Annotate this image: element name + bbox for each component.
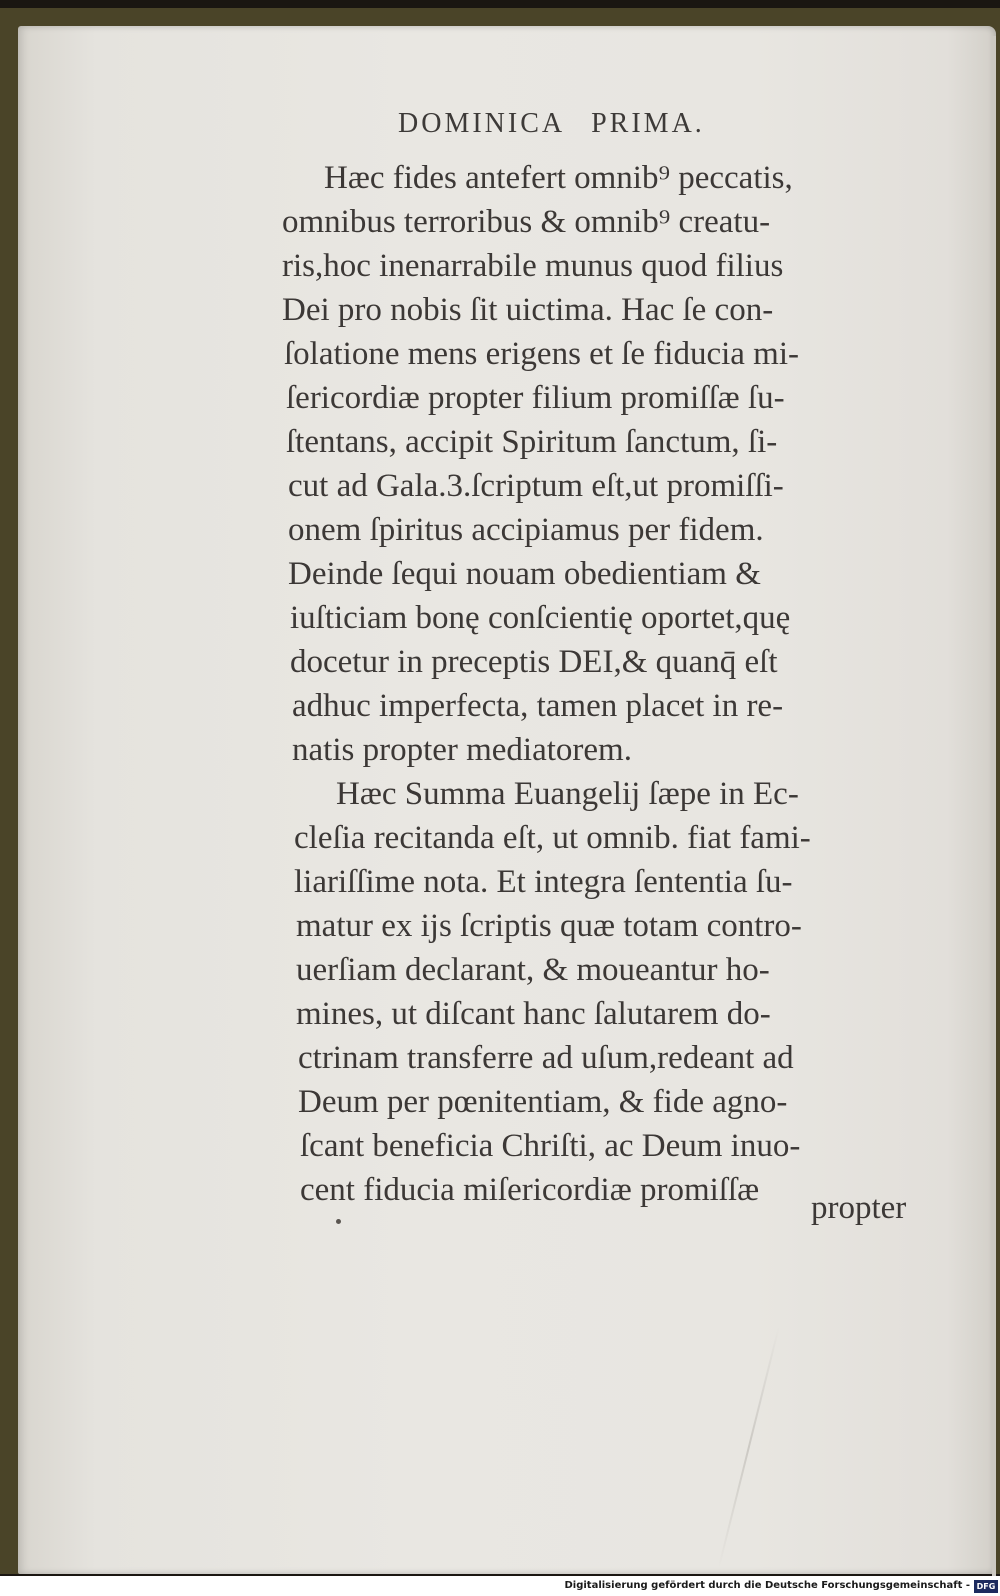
text-line: matur ex ijs ſcriptis quæ totam contro- xyxy=(296,908,802,944)
header-word-1: DOMINICA xyxy=(398,108,566,139)
book-page xyxy=(18,26,996,1574)
funding-credit: Digitalisierung gefördert durch die Deutsche Forschungsgemeinschaft - xyxy=(564,1580,970,1591)
text-line: docetur in preceptis DEI,& quanq̄ eſt xyxy=(290,644,778,680)
page-edge xyxy=(992,36,996,1576)
catchword: propter xyxy=(811,1190,907,1226)
text-line: Hæc Summa Euangelij ſæpe in Ec- xyxy=(336,776,799,812)
text-line: ſcant beneficia Chriſti, ac Deum inuo- xyxy=(300,1128,801,1164)
text-line: ris,hoc inenarrabile munus quod filius xyxy=(282,248,784,284)
ink-speck xyxy=(336,1219,341,1224)
text-line: Deinde ſequi nouam obedientiam & xyxy=(288,556,761,592)
text-line: adhuc imperfecta, tamen placet in re- xyxy=(292,688,784,724)
text-line: ctrinam transferre ad uſum,redeant ad xyxy=(298,1040,794,1076)
text-line: cut ad Gala.3.ſcriptum eſt,ut promiſſi- xyxy=(288,468,784,504)
text-line: onem ſpiritus accipiamus per fidem. xyxy=(288,512,764,548)
text-line: ſtentans, accipit Spiritum ſanctum, ſi- xyxy=(286,424,778,460)
text-line: cleſia recitanda eſt, ut omnib. fiat fami- xyxy=(294,820,811,856)
footer-bar xyxy=(0,1578,1000,1596)
text-line: cent fiducia miſericordiæ promiſſæ xyxy=(300,1172,760,1208)
text-line: ſolatione mens erigens et ſe fiducia mi- xyxy=(284,336,799,372)
running-header xyxy=(398,108,705,140)
dfg-logo: DFG xyxy=(974,1580,998,1593)
text-line: omnibus terroribus & omnib⁹ creatu- xyxy=(282,204,771,240)
paper-crease xyxy=(718,1326,780,1569)
text-line: Dei pro nobis ſit uictima. Hac ſe con- xyxy=(282,292,774,328)
text-line: iuſticiam bonę conſcientię oportet,quę xyxy=(290,600,791,636)
text-line: liariſſime nota. Et integra ſententia ſu- xyxy=(294,864,793,900)
text-line: ſericordiæ propter filium promiſſæ ſu- xyxy=(286,380,785,416)
text-line: natis propter mediatorem. xyxy=(292,732,632,768)
text-line: Hæc fides antefert omnib⁹ peccatis, xyxy=(324,160,793,196)
header-word-2: PRIMA. xyxy=(591,108,705,139)
book-cover-board xyxy=(0,8,1000,1574)
text-line: mines, ut diſcant hanc ſalutarem do- xyxy=(296,996,771,1032)
text-line: uerſiam declarant, & moueantur ho- xyxy=(296,952,770,988)
text-line: Deum per pœnitentiam, & fide agno- xyxy=(298,1084,788,1120)
